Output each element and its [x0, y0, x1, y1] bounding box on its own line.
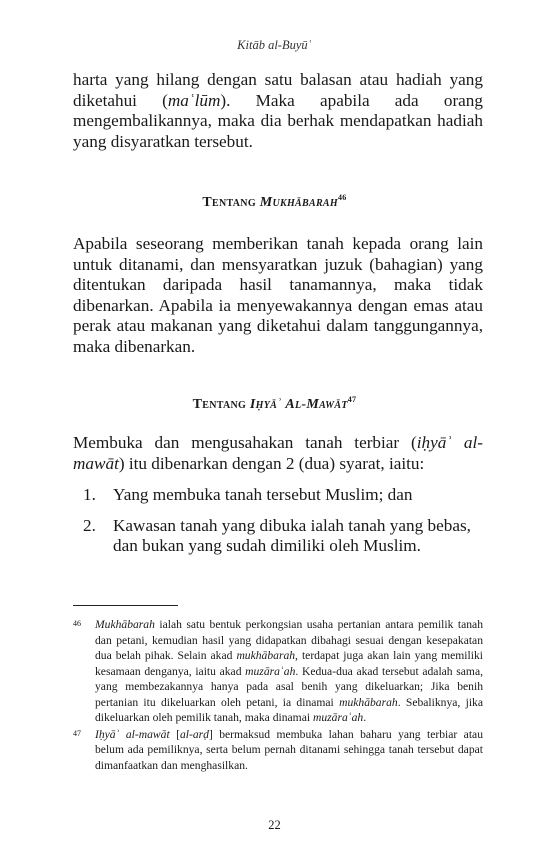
footnote-46 — [73, 617, 483, 726]
paragraph-1 — [73, 70, 483, 152]
paragraph-1-before: harta yang hilang dengan satu balasan atau hadiah yang diketahui ( — [73, 70, 483, 110]
footnote-term: mukhābarah — [236, 649, 296, 662]
list-item — [73, 516, 483, 557]
footnote-text-run: , terdapat juga akan lain yang memiliki kesamaan denganya, iaitu akad — [95, 649, 483, 678]
footnote-term: al-arḍ — [179, 727, 209, 741]
footnote-term: mukhābarah — [339, 695, 398, 709]
heading-1-subject: Mukhābarah — [259, 195, 338, 210]
section-heading-ihya-al-mawat — [0, 395, 549, 413]
paragraph-3-term: iḥyāʾ al-mawāt — [73, 433, 483, 473]
footnote-divider — [73, 605, 178, 606]
conditions-list — [73, 485, 483, 557]
footnote-number: 47 — [73, 728, 81, 738]
paragraph-3-text — [73, 433, 483, 474]
footnote-term: muzāraʿah — [245, 664, 296, 678]
paragraph-1-after: ). Maka apabila ada orang mengembalikannya, maka dia berhak mendapatkan hadiah yang disyaratkan tersebut. — [73, 90, 483, 151]
paragraph-2-text: Apabila seseorang memberikan tanah kepada orang lain untuk ditanami, dan mensyaratkan juzuk (bahagian) yang ditentukan daripada hasil tanamannya, maka tidak dibenarkan. Apabila ia menyewakannya dengan emas atau perak atau makanan yang diketahui dalam tanggungannya, maka dibenarkan. — [73, 234, 483, 356]
footnote-term: Mukhābarah — [95, 618, 155, 631]
list-item-text: Yang membuka tanah tersebut Muslim; dan — [113, 485, 413, 504]
list-item — [73, 485, 483, 506]
list-item-text: Kawasan tanah yang dibuka ialah tanah yang bebas, dan bukan yang sudah dimiliki oleh Muslim. — [113, 515, 471, 555]
paragraph-1-term: maʿlūm — [167, 90, 221, 110]
heading-2-prefix: Tentang — [192, 397, 247, 412]
footnote-text — [95, 617, 483, 726]
footnote-text-run: [ — [169, 727, 180, 741]
footnote-text — [95, 727, 483, 774]
paragraph-3 — [73, 433, 483, 474]
footnote-text-run: . Sebaliknya, jika dikeluarkan oleh pemilik tanah, maka dinamai — [95, 695, 483, 724]
heading-2-subject: Iḥyāʾ Al-Mawāt — [249, 397, 348, 412]
footnote-text-run: . — [363, 711, 367, 724]
running-header: Kitāb al-Buyūʿ — [237, 38, 312, 52]
footnotes — [73, 617, 483, 774]
heading-1-prefix: Tentang — [202, 195, 256, 210]
footnote-ref-47[interactable]: 47 — [347, 395, 357, 404]
paragraph-3-before: Membuka dan mengusahakan tanah terbiar ( — [73, 433, 417, 452]
paragraph-2 — [73, 234, 483, 357]
footnote-term: Iḥyāʾ al-mawāt — [95, 727, 170, 741]
footnote-number: 46 — [73, 619, 81, 628]
footnote-text-run: ] bermaksud membuka lahan baharu yang terbiar atau belum ada pemiliknya, serta belum pernah ditanami sehingga tanah tersebut dapat dimanfaatkan dan menghasilkan. — [95, 727, 483, 772]
list-item-number: 1. — [83, 485, 96, 504]
paragraph-1-text — [73, 70, 483, 152]
footnote-ref-46[interactable]: 46 — [337, 193, 347, 202]
footnote-text-run: ialah satu bentuk perkongsian usaha pertanian antara pemilik tanah dan petani, kemudian hasil yang didapatkan dibahagi sesuai dengan kesepakatan dua belah pihak. Selain akad — [95, 618, 483, 662]
paragraph-3-after: ) itu dibenarkan dengan 2 (dua) syarat, iaitu: — [118, 453, 425, 473]
page-number: 22 — [268, 818, 281, 832]
footnote-term: muzāraʿah — [312, 711, 364, 724]
footnote-text-run: . Kedua-dua akad tersebut adalah sama, yang membezakannya hanya pada asal benih yang dikeluarkan; Jika benih pertanian itu dikeluarkan oleh petani, ia dinamai — [95, 664, 483, 709]
footnote-47 — [73, 727, 483, 774]
section-heading-mukhabarah — [0, 193, 549, 211]
list-item-number: 2. — [83, 515, 96, 535]
